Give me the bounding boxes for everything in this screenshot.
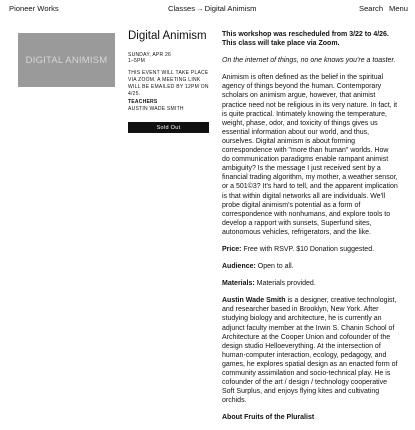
event-description <box>222 30 398 430</box>
bio-paragraph <box>222 296 398 405</box>
price-line <box>222 245 398 254</box>
breadcrumb <box>168 4 257 13</box>
bio-name: Austin Wade Smith <box>222 297 286 305</box>
price-value: Free with RSVP. $10 Donation suggested. <box>241 245 375 253</box>
event-date: SUNDAY, APR 26 <box>128 52 172 58</box>
event-title: Digital Animism <box>128 30 207 42</box>
materials-line <box>222 279 398 288</box>
bio-text: is a designer, creative technologist, and researcher based in Brooklyn, New York. After studying biology and architecture, he is currently an adjunct faculty member at the Irwin S. Chanin School of Architecture at the Cooper Union and cofounder of the design studio Helloeverything. At the intersection of human-computer interaction, ecology, pedagogy, and games, he explores spatial design as an enacted form of community assimilation and socio-technical play. He is cofounder of the art / design / technology cooperative Soft Surplus, and enjoys flying kites and cultivating orchids. <box>222 297 398 405</box>
sold-out-button[interactable]: Sold Out <box>128 122 209 133</box>
breadcrumb-current-page: Digital Animism <box>204 4 257 13</box>
menu-button[interactable]: Menu <box>389 4 408 13</box>
reschedule-notice: This workshop was rescheduled from 3/22 to 4/26. This class will take place via Zoom. <box>222 31 389 48</box>
materials-label: Materials: <box>222 280 255 288</box>
price-label: Price: <box>222 245 242 253</box>
brand-link[interactable]: Pioneer Works <box>9 4 59 13</box>
audience-label: Audience: <box>222 263 256 271</box>
teachers-heading: TEACHERS <box>128 99 158 105</box>
materials-value: Materials provided. <box>254 280 316 288</box>
audience-line <box>222 262 398 271</box>
event-time: 1–5PM <box>128 58 146 64</box>
about-heading: About Fruits of the Pluralist <box>222 414 315 422</box>
event-thumbnail <box>18 33 115 87</box>
description-text: Animism is often defined as the belief in the spiritual agency of things beyond the human. Contemporary scholars on animism argue, however, that animist practice need not be religious in its very nature. In fact, it is quite practical. Intimately knowing the temperature, weight, phase, odor, and toxicity of things gives us essential information about our world, and thus, ourselves. Digital animism is about forming correspondence with "more than human" worlds. How do communication paradigms enable rampant animist ambiguity? Is the message I just received sent by a financial trading algorithm, my mother, a weather sensor, or a 501©3? It's hard to tell, and the apparent implication is that within digital networks all are individuals. We'll probe digital animism's potential as a form of correspondence with nonhumans, and explore tools to develop a rapport with sunsets, Superfund sites, autonomous vehicles, refrigerators, and the like. <box>222 74 398 236</box>
arrow-right-icon: → <box>196 4 204 13</box>
audience-value: Open to all. <box>255 263 294 271</box>
event-location-note: THIS EVENT WILL TAKE PLACE VIA ZOOM. A MEETING LINK WILL BE EMAILED BY 12PM ON 4/25. <box>128 70 209 97</box>
tagline: On the internet of things, no one knows you're a toaster. <box>222 57 396 65</box>
thumbnail-title: DIGITAL ANIMISM <box>25 54 108 66</box>
teacher-name[interactable]: AUSTIN WADE SMITH <box>128 106 184 112</box>
breadcrumb-classes-link[interactable]: Classes <box>168 4 196 13</box>
search-link[interactable]: Search <box>359 4 384 13</box>
